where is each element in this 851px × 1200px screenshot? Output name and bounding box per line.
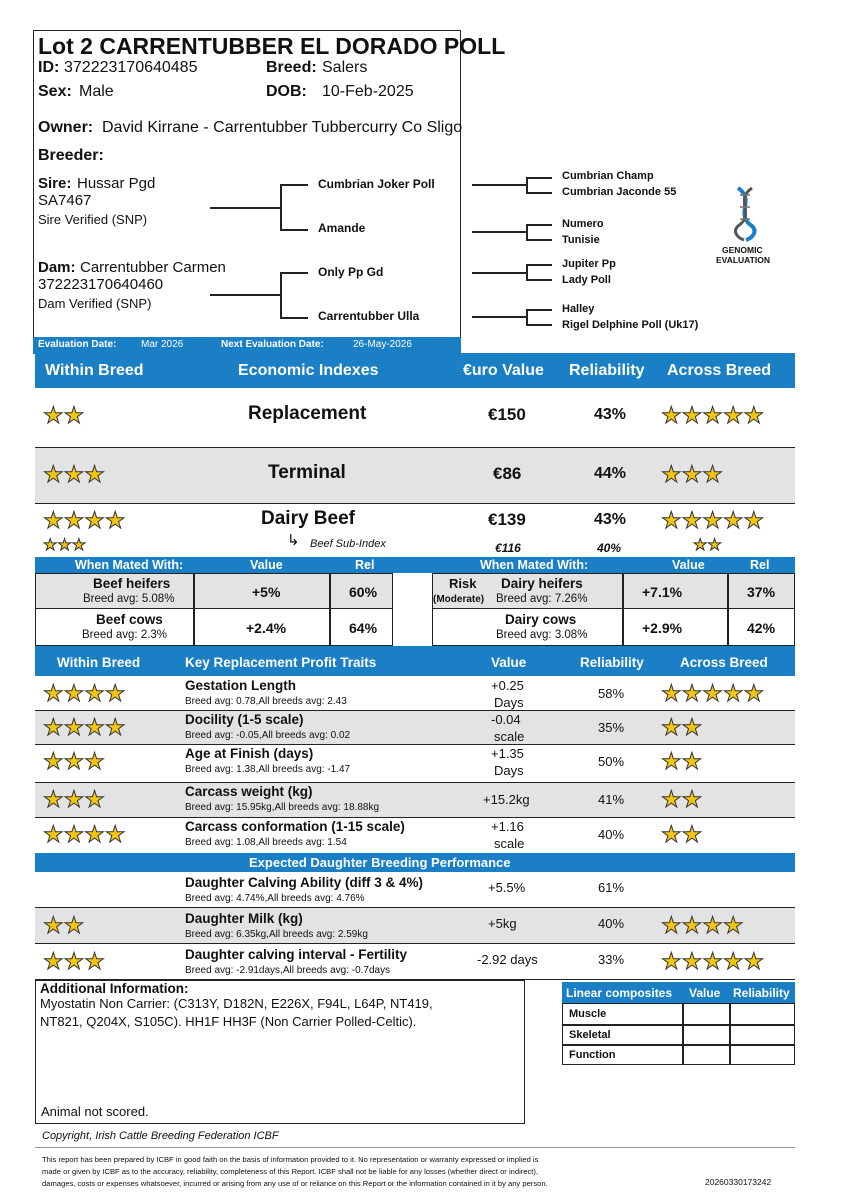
sd-sire-name: Numero: [562, 218, 604, 230]
mated-row-dairy-cows: [432, 608, 795, 646]
trait-breed-avg: Breed avg: 0.78,All breeds avg: 2.43: [185, 696, 347, 707]
index-value: €150: [488, 405, 526, 424]
daughter-header-label: Expected Daughter Breeding Performance: [249, 855, 511, 870]
animal-scored-status: Animal not scored.: [41, 1104, 149, 1119]
trait-name: Carcass weight (kg): [185, 784, 313, 799]
trait-reliability: 33%: [598, 952, 625, 967]
index-row-dairy-beef: [35, 504, 795, 559]
ped-line: [526, 177, 528, 193]
ss-dam-name: Cumbrian Jaconde 55: [562, 186, 677, 198]
col-mated-with: When Mated With:: [480, 558, 589, 572]
col-economic-indexes: Economic Indexes: [238, 362, 379, 379]
linear-function: Function: [569, 1049, 616, 1061]
across-breed-stars: ★★: [661, 821, 703, 847]
mated-rel: 64%: [349, 620, 378, 636]
mated-row-beef-cows: [35, 608, 393, 646]
mated-rel: 37%: [747, 584, 776, 600]
col-reliability: Reliability: [733, 986, 790, 1000]
trait-unit: scale: [494, 729, 525, 744]
mated-divider: [193, 573, 195, 646]
trait-value: -2.92 days: [477, 952, 538, 967]
linear-header: [562, 982, 795, 1003]
trait-value: +5.5%: [488, 880, 526, 895]
within-breed-stars: ★★★: [43, 748, 105, 774]
ped-line: [210, 294, 280, 296]
dna-helix-icon: [730, 186, 760, 242]
index-name: Dairy Beef: [261, 508, 355, 529]
additional-info-label: Additional Information:: [40, 981, 189, 996]
trait-name: Docility (1-5 scale): [185, 712, 304, 727]
dam-name: Carrentubber Carmen: [80, 259, 226, 276]
breeder-label: Breeder:: [38, 147, 104, 164]
mated-name: Dairy cows: [505, 612, 577, 627]
disclaimer-line2: made or given by ICBF as to the accuracy, reliability, completeness of this Report. ICBF shall not be liable for any losses (whether direct or indirect),: [42, 1167, 539, 1176]
index-reliability: 43%: [594, 511, 627, 528]
trait-reliability: 35%: [598, 720, 625, 735]
across-breed-stars: ★★★★★: [661, 507, 765, 533]
col-within-breed: Within Breed: [57, 655, 141, 670]
across-breed-stars: ★★★: [661, 461, 723, 487]
disclaimer-line1: This report has been prepared by ICBF in good faith on the basis of information provided to it. No representation or warranty expressed or implied is: [42, 1155, 539, 1164]
mated-breed-avg: Breed avg: 7.26%: [496, 593, 588, 605]
col-euro-value: €uro Value: [463, 362, 544, 379]
trait-row: [35, 677, 795, 711]
mated-value: +7.1%: [642, 584, 683, 600]
dam-verified: Dam Verified (SNP): [38, 296, 152, 311]
daughter-row: [35, 908, 795, 944]
linear-divider: [682, 1003, 684, 1065]
sd-dam-name: Tunisie: [562, 234, 600, 246]
daughter-row: [35, 872, 795, 908]
additional-info-line2: NT821, Q204X, S105C). HH1F HH3F (Non Carrier Polled-Celtic).: [40, 1014, 417, 1029]
trait-breed-avg: Breed avg: 1.08,All breeds avg: 1.54: [185, 837, 347, 848]
traits-header: [35, 646, 795, 676]
sire-verified: Sire Verified (SNP): [38, 212, 148, 227]
trait-name: Daughter Calving Ability (diff 3 & 4%): [185, 875, 424, 890]
within-breed-stars: ★★★★: [43, 507, 126, 533]
sire-name: Hussar Pgd: [77, 175, 156, 192]
trait-reliability: 61%: [598, 880, 625, 895]
daughter-header: [35, 853, 795, 872]
risk-label: Risk: [449, 576, 477, 591]
dam-label: Dam:: [38, 259, 76, 276]
index-value: €86: [493, 464, 522, 483]
ped-line: [526, 279, 552, 281]
across-breed-stars: ★★: [661, 748, 703, 774]
sex-label: Sex:: [38, 83, 72, 100]
col-value: Value: [250, 558, 283, 572]
across-breed-stars: ★★★★★: [661, 680, 765, 706]
trait-breed-avg: Breed avg: 6.35kg,All breeds avg: 2.59kg: [185, 929, 368, 940]
across-breed-stars: ★★: [661, 786, 703, 812]
trait-value: +15.2kg: [483, 792, 530, 807]
sub-index-name: Beef Sub-Index: [310, 538, 386, 550]
index-row-terminal: [35, 448, 795, 504]
ped-line: [280, 184, 308, 186]
ped-line: [526, 239, 552, 241]
ped-line: [280, 272, 308, 274]
ds-sire-name: Jupiter Pp: [562, 258, 616, 270]
ped-line: [526, 309, 552, 311]
ped-line: [280, 317, 308, 319]
col-value: Value: [689, 986, 721, 1000]
mated-row-beef-heifers: [35, 573, 393, 609]
dob-value: 10-Feb-2025: [322, 83, 414, 100]
trait-row: [35, 745, 795, 783]
mated-right-header: [432, 557, 795, 573]
trait-breed-avg: Breed avg: 15.95kg,All breeds avg: 18.88kg: [185, 802, 380, 813]
next-evaluation-label: Next Evaluation Date:: [221, 339, 324, 350]
col-mated-with: When Mated With:: [75, 558, 184, 572]
ped-line: [280, 184, 282, 230]
index-value: €139: [488, 510, 526, 529]
trait-reliability: 41%: [598, 792, 625, 807]
index-row-replacement: [35, 388, 795, 448]
mated-value: +2.9%: [642, 620, 683, 636]
footer-divider: [35, 1147, 795, 1148]
trait-name: Gestation Length: [185, 678, 296, 693]
sire-label: Sire:: [38, 175, 72, 192]
trait-reliability: 58%: [598, 686, 625, 701]
index-reliability: 44%: [594, 465, 627, 482]
mated-value: +2.4%: [246, 620, 287, 636]
ped-line: [472, 272, 526, 274]
ped-line: [210, 207, 280, 209]
trait-unit: Days: [494, 763, 524, 778]
across-breed-stars: ★★: [661, 714, 703, 740]
within-breed-stars: ★★★★: [43, 821, 126, 847]
sub-index-across-stars: ★★: [693, 537, 722, 554]
index-reliability: 43%: [594, 406, 627, 423]
mated-name: Beef heifers: [93, 576, 171, 591]
index-name: Replacement: [248, 403, 367, 424]
col-traits: Key Replacement Profit Traits: [185, 655, 377, 670]
mated-breed-avg: Breed avg: 5.08%: [83, 593, 175, 605]
trait-value: -0.04: [491, 712, 521, 727]
evaluation-label: EVALUATION: [716, 255, 770, 265]
ped-line: [526, 264, 552, 266]
trait-row: [35, 783, 795, 818]
copyright: Copyright, Irish Cattle Breeding Federation ICBF: [42, 1130, 279, 1142]
ped-line: [472, 316, 526, 318]
across-breed-stars: ★★★★★: [661, 948, 765, 974]
sire-id: SA7467: [38, 192, 92, 209]
mated-breed-avg: Breed avg: 2.3%: [82, 629, 168, 641]
within-breed-stars: ★★★★: [43, 680, 126, 706]
trait-row: [35, 711, 795, 745]
mated-divider: [622, 573, 624, 646]
ped-line: [526, 224, 528, 240]
dob-label: DOB:: [266, 83, 307, 100]
mated-divider: [727, 573, 729, 646]
mated-divider: [329, 573, 331, 646]
trait-breed-avg: Breed avg: 1.38,All breeds avg: -1.47: [185, 764, 351, 775]
linear-muscle: Muscle: [569, 1008, 607, 1020]
mated-name: Dairy heifers: [501, 576, 583, 591]
mated-rel: 42%: [747, 620, 776, 636]
ped-line: [526, 192, 552, 194]
breed-label: Breed:: [266, 59, 317, 76]
mated-row-dairy-heifers: [432, 573, 795, 609]
col-across-breed: Across Breed: [667, 362, 772, 379]
ped-line: [526, 224, 552, 226]
disclaimer-line3: damages, costs or expenses whatsoever, incurred or arising from any use of or reliance on this Report or the information contained in it by any person.: [42, 1179, 548, 1188]
trait-value: +5kg: [488, 916, 517, 931]
ped-line: [472, 231, 526, 233]
within-breed-stars: ★★★★: [43, 714, 126, 740]
dd-dam-name: Rigel Delphine Poll (Uk17): [562, 319, 699, 331]
index-name: Terminal: [268, 462, 346, 483]
id-label: ID:: [38, 59, 60, 76]
linear-divider: [729, 1003, 731, 1065]
mated-left-header: [35, 557, 393, 573]
within-breed-stars: ★★: [43, 912, 85, 938]
trait-breed-avg: Breed avg: -2.91days,All breeds avg: -0.7days: [185, 965, 391, 976]
ped-line: [280, 229, 308, 231]
linear-divider: [562, 1044, 795, 1046]
economic-header: [35, 353, 795, 388]
id-value: 372223170640485: [64, 59, 198, 76]
ped-line: [526, 264, 528, 280]
trait-name: Daughter Milk (kg): [185, 911, 303, 926]
ped-line: [526, 177, 552, 179]
next-evaluation-value: 26-May-2026: [353, 339, 412, 350]
additional-info-line1: Myostatin Non Carrier: (C313Y, D182N, E226X, F94L, L64P, NT419,: [40, 996, 433, 1011]
within-breed-stars: ★★: [43, 402, 85, 428]
col-across-breed: Across Breed: [680, 655, 768, 670]
sub-index-value: €116: [495, 541, 521, 555]
trait-reliability: 40%: [598, 916, 625, 931]
sire-dam-name: Amande: [318, 221, 366, 235]
mated-breed-avg: Breed avg: 3.08%: [496, 629, 588, 641]
col-within-breed: Within Breed: [45, 362, 144, 379]
trait-unit: Days: [494, 695, 524, 710]
dam-dam-name: Carrentubber Ulla: [318, 309, 420, 323]
trait-name: Carcass conformation (1-15 scale): [185, 819, 405, 834]
report-code: 20260330173242: [705, 1177, 772, 1187]
trait-reliability: 40%: [598, 827, 625, 842]
evaluation-date-bar: [33, 337, 461, 354]
mated-spacer: [393, 557, 432, 573]
across-breed-stars: ★★★★: [661, 912, 744, 938]
col-value: Value: [491, 655, 527, 670]
evaluation-date-label: Evaluation Date:: [38, 339, 117, 350]
trait-value: +0.25: [491, 678, 524, 693]
owner-value: David Kirrane - Carrentubber Tubbercurry Co Sligo: [102, 119, 463, 136]
mated-name: Beef cows: [96, 612, 163, 627]
sire-sire-name: Cumbrian Joker Poll: [318, 177, 435, 191]
sub-index-arrow-icon: ↳: [287, 532, 300, 549]
linear-skeletal: Skeletal: [569, 1029, 611, 1041]
genomic-label: GENOMIC: [722, 245, 763, 255]
linear-divider: [562, 1024, 795, 1026]
col-value: Value: [672, 558, 705, 572]
breed-value: Salers: [322, 59, 368, 76]
trait-value: +1.35: [491, 746, 524, 761]
owner-label: Owner:: [38, 119, 94, 136]
trait-name: Daughter calving interval - Fertility: [185, 947, 408, 962]
col-rel: Rel: [355, 558, 375, 572]
trait-value: +1.16: [491, 819, 524, 834]
dam-sire-name: Only Pp Gd: [318, 265, 384, 279]
evaluation-date-value: Mar 2026: [141, 339, 184, 350]
dam-id: 372223170640460: [38, 276, 164, 293]
dd-sire-name: Halley: [562, 303, 595, 315]
col-linear-composites: Linear composites: [566, 986, 673, 1000]
ped-line: [472, 184, 526, 186]
daughter-row: [35, 944, 795, 980]
ped-line: [526, 324, 552, 326]
ss-sire-name: Cumbrian Champ: [562, 170, 654, 182]
page-title: Lot 2 CARRENTUBBER EL DORADO POLL: [38, 33, 506, 59]
trait-breed-avg: Breed avg: -0.05,All breeds avg: 0.02: [185, 730, 351, 741]
across-breed-stars: ★★★★★: [661, 402, 765, 428]
trait-breed-avg: Breed avg: 4.74%,All breeds avg: 4.76%: [185, 893, 365, 904]
col-reliability: Reliability: [580, 655, 644, 670]
sex-value: Male: [79, 83, 114, 100]
trait-reliability: 50%: [598, 754, 625, 769]
sub-index-within-stars: ★★★: [43, 537, 87, 554]
col-rel: Rel: [750, 558, 770, 572]
within-breed-stars: ★★★: [43, 461, 105, 487]
trait-unit: scale: [494, 836, 525, 851]
ped-line: [526, 309, 528, 325]
mated-rel: 60%: [349, 584, 378, 600]
sub-index-reliability: 40%: [597, 541, 622, 555]
trait-row: [35, 818, 795, 854]
col-reliability: Reliability: [569, 362, 645, 379]
mated-value: +5%: [252, 584, 281, 600]
ped-line: [280, 272, 282, 318]
ds-dam-name: Lady Poll: [562, 274, 611, 286]
within-breed-stars: ★★★: [43, 948, 105, 974]
trait-name: Age at Finish (days): [185, 746, 314, 761]
within-breed-stars: ★★★: [43, 786, 105, 812]
risk-level: (Moderate): [433, 594, 485, 605]
